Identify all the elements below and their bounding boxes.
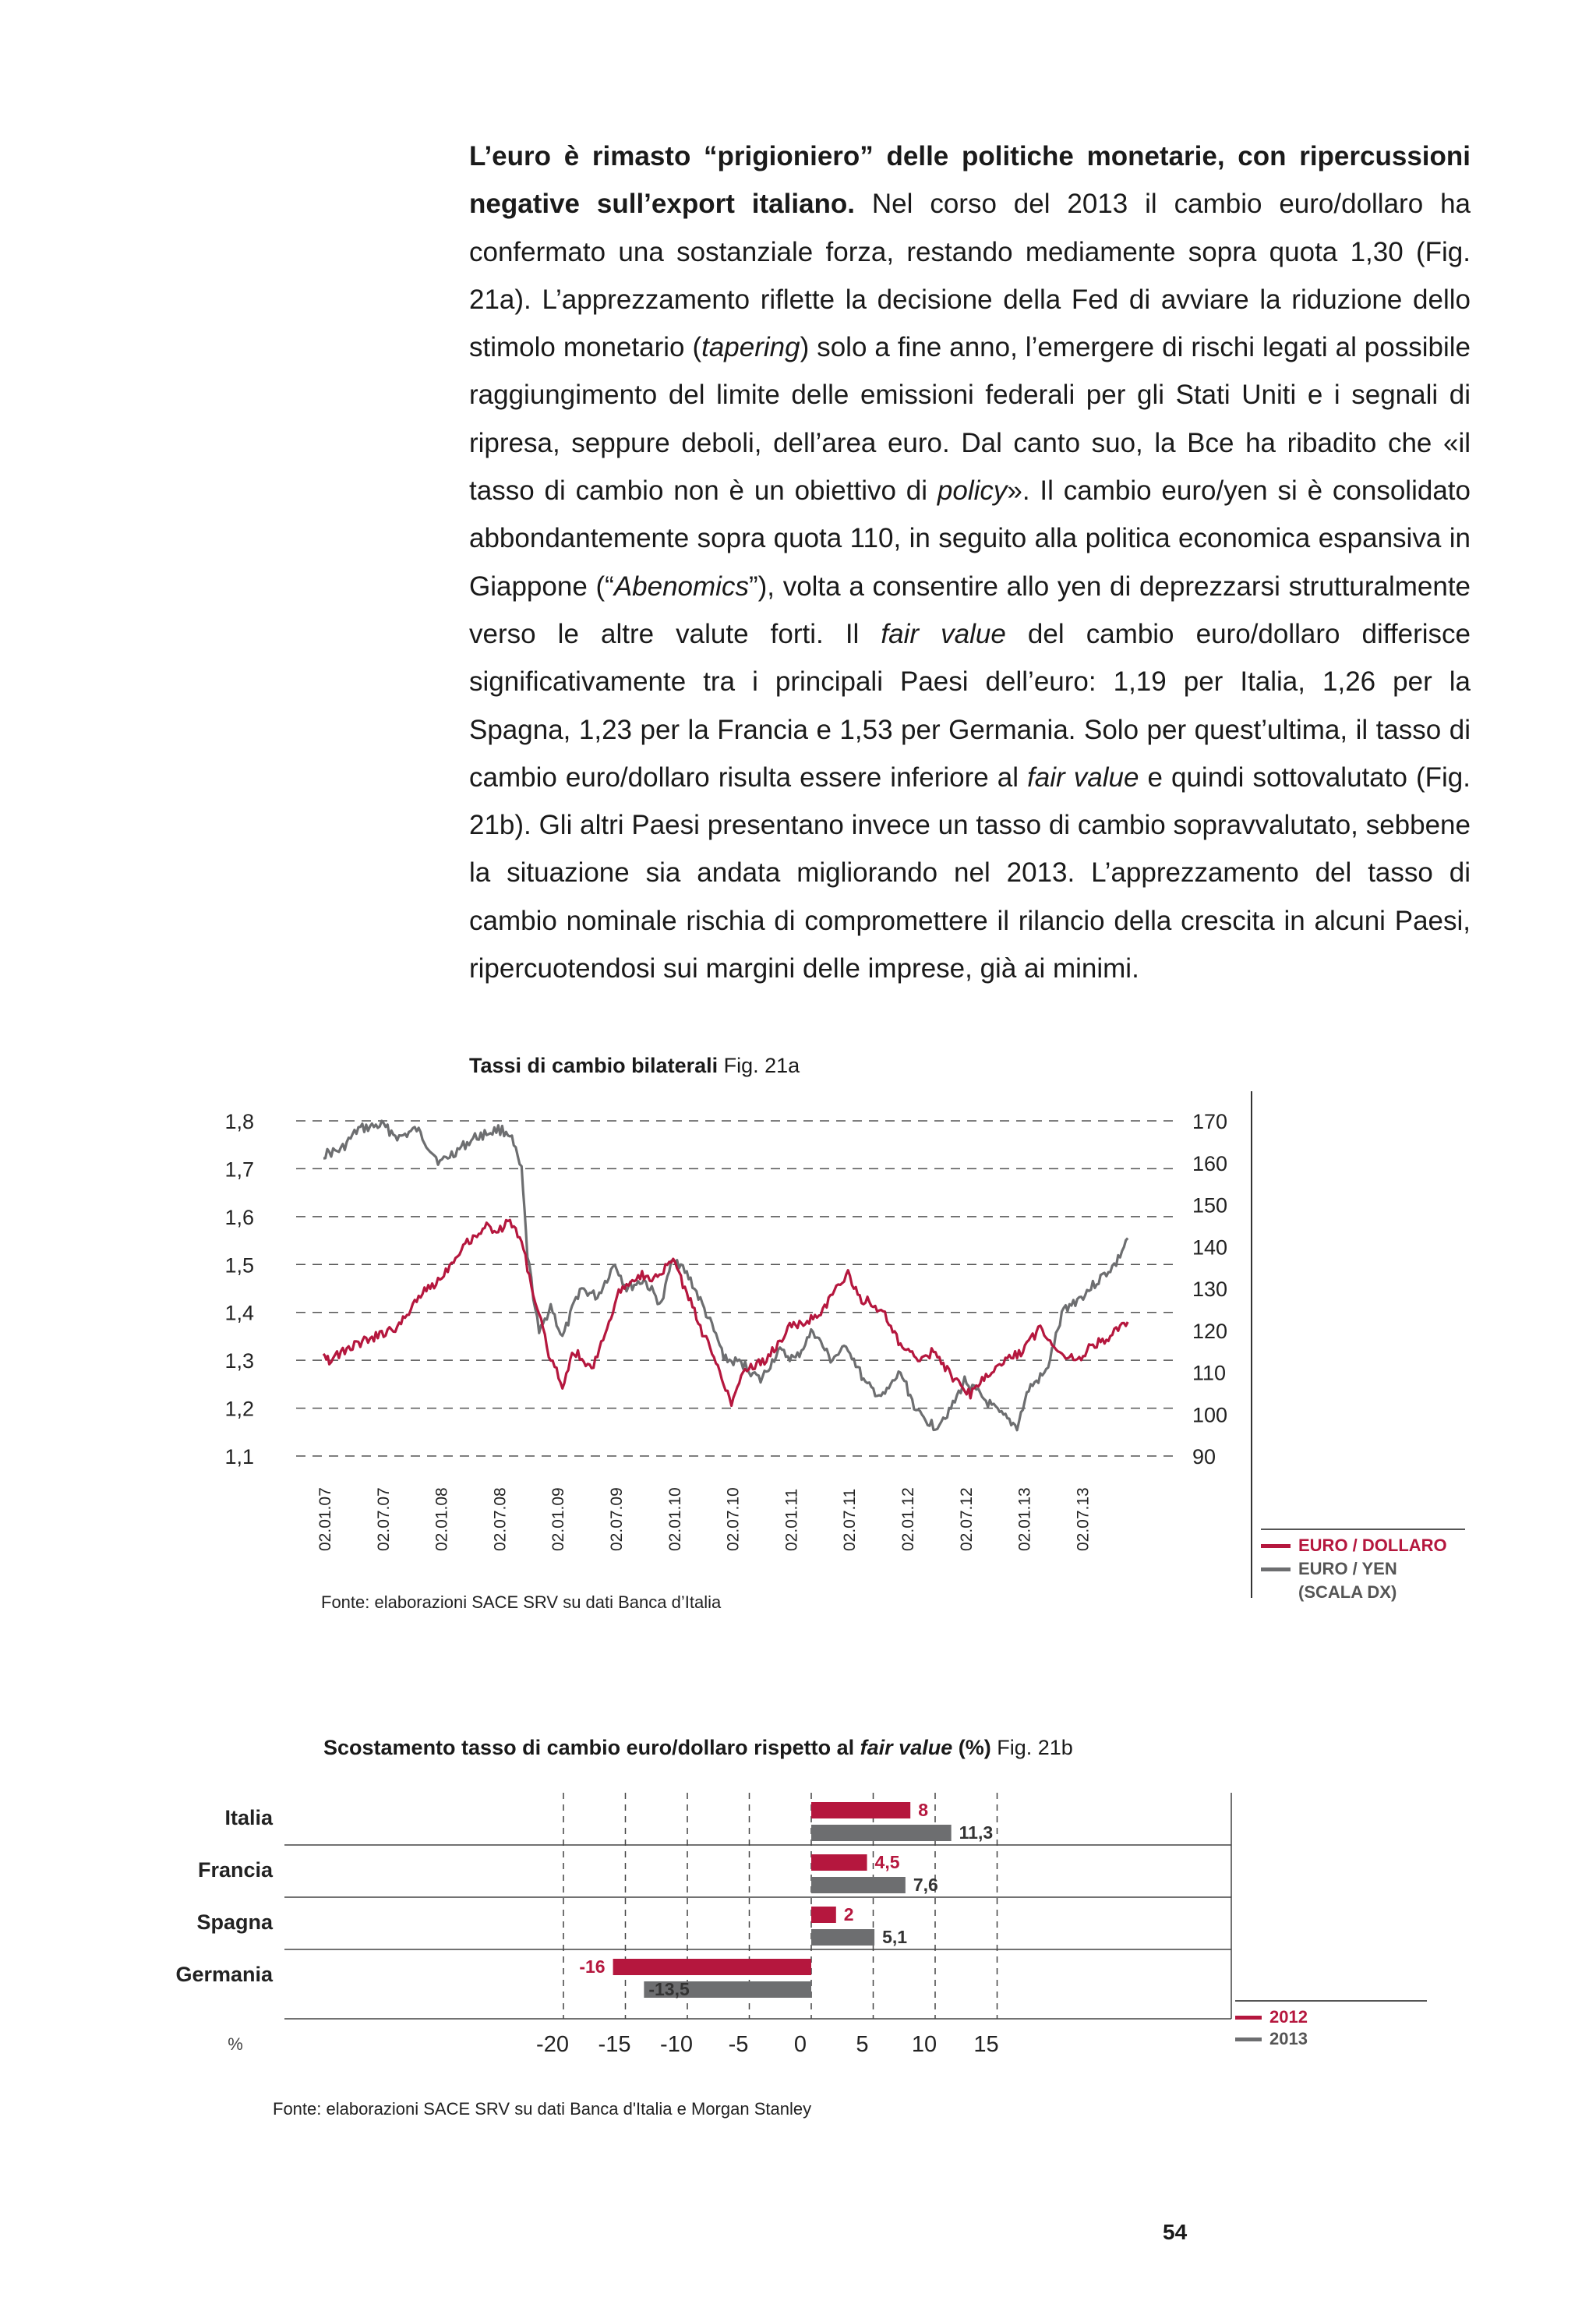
legend-note: (SCALA DX) xyxy=(1298,1582,1397,1602)
data-label-2012: 2 xyxy=(843,1904,854,1924)
y-left-tick-label: 1,7 xyxy=(224,1157,254,1182)
paragraph-lead: L’euro è rimasto “prigioniero” delle politiche monetarie, con ripercussioni negative sull’export italiano. xyxy=(469,141,1471,220)
fig21a-title-bold: Tassi di cambio bilaterali xyxy=(469,1054,719,1077)
body-paragraph xyxy=(469,133,1471,992)
y-left-tick-label: 1,1 xyxy=(224,1445,254,1468)
legend-label-eur-jpy: EURO / YEN xyxy=(1298,1559,1397,1578)
y-left-tick-label: 1,6 xyxy=(224,1205,254,1229)
data-label-2012: 4,5 xyxy=(874,1852,900,1872)
page-number: 54 xyxy=(1163,2220,1188,2244)
fig21b-title-bold: Scostamento tasso di cambio euro/dollaro rispetto al xyxy=(323,1736,860,1759)
body-italic: policy xyxy=(937,475,1008,507)
legend-label-eur-usd: EURO / DOLLARO xyxy=(1298,1536,1447,1555)
body-text: ». Il cambio euro/yen si è consolidato abbondantemente sopra quota 110, in seguito alla politica economica espansiva in Giappone (“ xyxy=(469,475,1471,602)
y-left-tick-label: 1,2 xyxy=(224,1397,254,1421)
data-label-2013: 7,6 xyxy=(913,1875,938,1895)
x-tick-label: 10 xyxy=(911,2032,937,2057)
fig21b-title-ref: Fig. 21b xyxy=(990,1736,1073,1759)
y-right-tick-label: 140 xyxy=(1192,1235,1228,1260)
fig21a-title xyxy=(469,1054,800,1078)
body-italic: tapering xyxy=(701,332,800,363)
bar-2013 xyxy=(811,1825,952,1841)
body-text: Nel corso del 2013 il cambio euro/dollaro ha confermato una sostanziale forza, restando mediamente sopra quota 1,30 (Fig. 21a). L’apprezzamento riflette la decisione della Fed di avviare la riduzione dello stimolo monetario ( xyxy=(469,189,1471,363)
y-right-tick-label: 110 xyxy=(1192,1361,1227,1385)
y-left-tick-label: 1,4 xyxy=(224,1301,254,1325)
fig21b-title-bold-2: (%) xyxy=(952,1736,991,1759)
x-tick-label: -15 xyxy=(598,2032,631,2057)
fig21a-chart xyxy=(0,1083,1596,1606)
legend-divider xyxy=(1235,2000,1427,2002)
data-label-2012: -16 xyxy=(579,1956,606,1977)
fig21a-legend xyxy=(1261,1529,1465,1604)
x-tick-label: 02.01.10 xyxy=(666,1487,684,1551)
fig21a-source: Fonte: elaborazioni SACE SRV su dati Banca d’Italia xyxy=(321,1592,722,1612)
legend-swatch-gray xyxy=(1261,1567,1291,1571)
x-tick-label: 02.07.09 xyxy=(608,1487,626,1551)
row-label: Italia xyxy=(224,1806,273,1829)
data-label-2013: -13,5 xyxy=(648,1979,690,1999)
fig21a-title-ref: Fig. 21a xyxy=(718,1054,800,1077)
x-tick-label: 02.07.13 xyxy=(1074,1487,1093,1551)
body-italic: Abenomics xyxy=(613,571,749,602)
y-right-tick-label: 150 xyxy=(1192,1193,1228,1218)
body-text: e quindi sottovalutato (Fig. 21b). Gli altri Paesi presentano invece un tasso di cambio sopravvalutato, sebbene la situazione sia andata migliorando nel 2013. L’apprezzamento del tasso di cambio nominale rischia di compromettere il rilancio della crescita in alcuni Paesi, ripercuotendosi sui margini delle imprese, già ai minimi. xyxy=(469,762,1471,984)
y-right-tick-label: 170 xyxy=(1192,1110,1228,1133)
bar-2013 xyxy=(811,1877,906,1893)
x-tick-label: 02.07.11 xyxy=(841,1488,860,1551)
fig21b-source: Fonte: elaborazioni SACE SRV su dati Banca d'Italia e Morgan Stanley xyxy=(273,2099,812,2119)
y-right-tick-label: 160 xyxy=(1192,1151,1228,1175)
legend-label-2013: 2013 xyxy=(1269,2029,1308,2048)
bar-2012 xyxy=(811,1907,836,1923)
x-tick-label: 02.01.13 xyxy=(1015,1487,1034,1551)
x-tick-label: 5 xyxy=(856,2032,869,2057)
bar-2013 xyxy=(811,1929,874,1946)
x-tick-label: 02.01.07 xyxy=(316,1487,334,1551)
legend-label-2012: 2012 xyxy=(1269,2007,1308,2027)
x-tick-label: -10 xyxy=(660,2032,693,2057)
bar-2012 xyxy=(613,1959,811,1975)
legend-divider xyxy=(1261,1529,1465,1530)
x-tick-label: 02.07.12 xyxy=(957,1487,976,1551)
x-tick-label: 02.01.09 xyxy=(549,1487,568,1551)
row-label: Spagna xyxy=(196,1910,273,1934)
y-right-tick-label: 90 xyxy=(1192,1445,1216,1468)
x-tick-label: 02.07.07 xyxy=(374,1487,393,1551)
x-tick-label: 02.01.08 xyxy=(433,1487,451,1551)
x-tick-label: 02.01.11 xyxy=(782,1488,801,1551)
x-tick-label: 15 xyxy=(973,2032,999,2057)
data-label-2012: 8 xyxy=(918,1800,928,1820)
x-tick-label: 02.07.10 xyxy=(724,1487,743,1551)
legend-swatch-red xyxy=(1261,1544,1291,1548)
row-label: Francia xyxy=(197,1858,273,1882)
y-right-tick-label: 130 xyxy=(1192,1278,1228,1301)
body-text: ”), volta a consentire allo yen di deprezzarsi strutturalmente verso le altre valute forti. Il xyxy=(469,571,1471,649)
row-label: Germania xyxy=(175,1963,273,1986)
fig21b-legend xyxy=(1235,2000,1427,2050)
bar-2012 xyxy=(811,1854,867,1871)
legend-swatch-gray xyxy=(1235,2037,1262,2041)
legend-item-eur-jpy xyxy=(1261,1557,1465,1581)
data-label-2013: 5,1 xyxy=(882,1927,908,1947)
body-italic: fair value xyxy=(881,618,1006,649)
legend-item-2012 xyxy=(1235,2006,1427,2028)
body-italic: fair value xyxy=(1027,762,1139,793)
fig21b-title-em: fair value xyxy=(860,1736,953,1759)
legend-swatch-red xyxy=(1235,2016,1262,2020)
body-text: ) solo a fine anno, l’emergere di rischi legati al possibile raggiungimento del limite delle emissioni federali per gli Stati Uniti e i segnali di ripresa, seppure deboli, dell’area euro. Dal canto suo, la Bce ha ribadito che «il tasso di cambio non è un obiettivo di xyxy=(469,332,1471,507)
x-unit-label: % xyxy=(228,2034,243,2054)
y-right-tick-label: 120 xyxy=(1192,1319,1228,1343)
y-left-tick-label: 1,3 xyxy=(224,1349,254,1373)
legend-item-eur-usd xyxy=(1261,1534,1465,1557)
x-tick-label: -5 xyxy=(728,2032,749,2057)
y-left-tick-label: 1,5 xyxy=(224,1253,254,1278)
body-text: del cambio euro/dollaro differisce significativamente tra i principali Paesi dell’euro: 1,19 per Italia, 1,26 per la Spagna, 1,23 per la Francia e 1,53 per Germania. Solo per quest’ultima, il tasso di cambio euro/dollaro risulta essere inferiore al xyxy=(469,618,1471,793)
data-label-2013: 11,3 xyxy=(959,1822,994,1843)
y-right-tick-label: 100 xyxy=(1192,1403,1228,1427)
x-tick-label: -20 xyxy=(536,2032,569,2057)
y-left-tick-label: 1,8 xyxy=(224,1110,254,1133)
x-tick-label: 02.07.08 xyxy=(491,1487,510,1551)
x-tick-label: 02.01.12 xyxy=(899,1487,917,1551)
x-tick-label: 0 xyxy=(793,2032,807,2057)
legend-item-2013 xyxy=(1235,2028,1427,2050)
fig21b-title xyxy=(323,1736,1073,1760)
bar-2012 xyxy=(811,1802,910,1818)
